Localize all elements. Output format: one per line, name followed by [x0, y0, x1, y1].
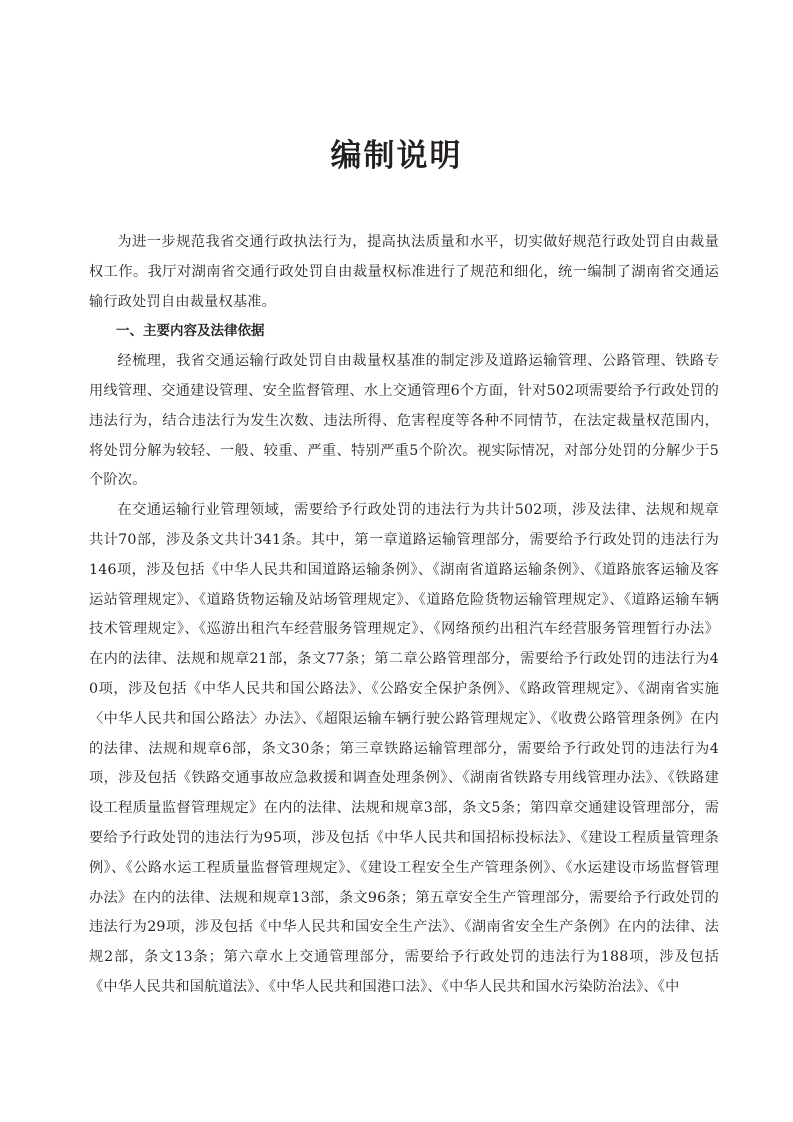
document-body — [89, 228, 719, 1003]
page-title: 编制说明 — [330, 138, 463, 174]
body-paragraph: 经梳理，我省交通运输行政处罚自由裁量权基准的制定涉及道路运输管理、公路管理、铁路专用线管理、交通建设管理、安全监督管理、水上交通管理6个方面，针对502项需要给予行政处罚的违法行为，结合违法行为发生次数、违法所得、危害程度等各种不同情节，在法定裁量权范围内，将处罚分解为较轻、一般、较重、严重、特别严重5个阶次。视实际情况，对部分处罚的分解少于5个阶次。 — [89, 353, 719, 489]
body-paragraph: 在交通运输行业管理领域，需要给予行政处罚的违法行为共计502项，涉及法律、法规和规章共计70部，涉及条文共计341条。其中，第一章道路运输管理部分，需要给予行政处罚的违法行为146项，涉及包括《中华人民共和国道路运输条例》、《湖南省道路运输条例》、《道路旅客运输及客运站管理规定》、《道路货物运输及站场管理规定》、《道路危险货物运输管理规定》、《道路运输车辆技术管理规定》、《巡游出租汽车经营服务管理规定》、《网络预约出租汽车经营服务管理暂行办法》在内的法律、法规和规章21部，条文77条；第二章公路管理部分，需要给予行政处罚的违法行为40项，涉及包括《中华人民共和国公路法》、《公路安全保护条例》、《路政管理规定》、《湖南省实施〈中华人民共和国公路法〉办法》、《超限运输车辆行驶公路管理规定》、《收费公路管理条例》在内的法律、法规和规章6部，条文30条；第三章铁路运输管理部分，需要给予行政处罚的违法行为4项，涉及包括《铁路交通事故应急救援和调查处理条例》、《湖南省铁路专用线管理办法》、《铁路建设工程质量监督管理规定》在内的法律、法规和规章3部，条文5条；第四章交通建设管理部分，需要给予行政处罚的违法行为95项，涉及包括《中华人民共和国招标投标法》、《建设工程质量管理条例》、《公路水运工程质量监督管理规定》、《建设工程安全生产管理条例》、《水运建设市场监督管理办法》在内的法律、法规和规章13部，条文96条；第五章安全生产管理部分，需要给予行政处罚的违法行为29项，涉及包括《中华人民共和国安全生产法》、《湖南省安全生产条例》在内的法律、法规2部，条文13条；第六章水上交通管理部分，需要给予行政处罚的违法行为188项，涉及包括《中华人民共和国航道法》、《中华人民共和国港口法》、《中华人民共和国水污染防治法》、《中 — [89, 502, 719, 995]
section-heading: 一、主要内容及法律依据 — [116, 323, 265, 340]
intro-paragraph: 为进一步规范我省交通行政执法行为，提高执法质量和水平，切实做好规范行政处罚自由裁量权工作。我厅对湖南省交通行政处罚自由裁量权标准进行了规范和细化，统一编制了湖南省交通运输行政处罚自由裁量权基准。 — [89, 234, 719, 310]
